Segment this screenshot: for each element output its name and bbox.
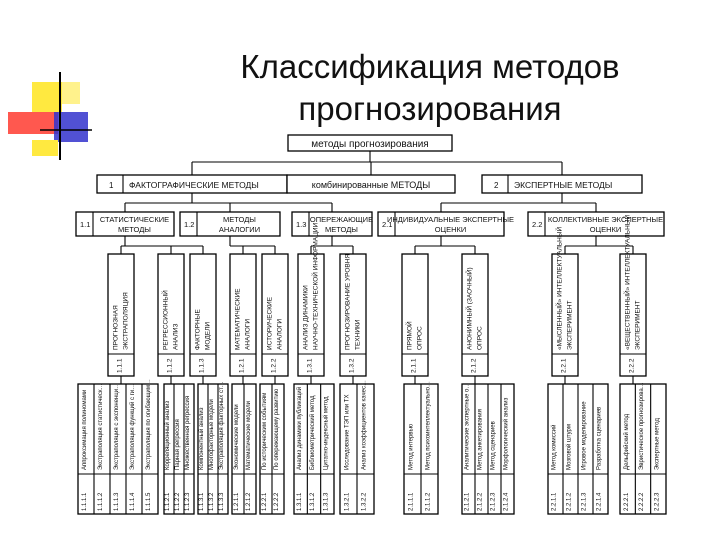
level1-number: 2 xyxy=(494,181,499,190)
level4-number: 1.1.2.2 xyxy=(175,492,182,511)
level3-label: ЭКСТРАПОЛЯЦИЯ xyxy=(122,292,130,350)
level3-label: АНАЛИЗ xyxy=(172,323,180,350)
level3-number: 1.1.3 xyxy=(198,358,206,373)
level4-label: Экстраполяция с экспоненци… xyxy=(114,382,121,470)
level4-label: Морфологический анализ xyxy=(503,397,510,470)
level4-number: 2.2.2.2 xyxy=(639,492,646,511)
level4-number: 1.3.2.2 xyxy=(361,492,368,511)
level2-label: МЕТОДЫ xyxy=(223,215,256,224)
level4-number: 2.2.1.4 xyxy=(596,492,603,511)
level4-number: 1.2.1.1 xyxy=(234,492,241,511)
level3-label: РЕГРЕССИОННЫЙ xyxy=(162,290,170,350)
level2-number: 2.1 xyxy=(382,220,393,229)
level1-label: ФАКТОГРАФИЧЕСКИЕ МЕТОДЫ xyxy=(129,180,259,190)
level3-label: ПРЯМОЙ xyxy=(406,321,414,350)
level4-number: 1.2.2.2 xyxy=(274,492,281,511)
level4-label: Аппроксимация полиномами xyxy=(82,389,89,470)
level4-number: 2.1.2.3 xyxy=(490,492,497,511)
level4-number: 1.2.1.2 xyxy=(246,492,253,511)
slide-title-line2: прогнозирования xyxy=(298,90,562,127)
level3-label: ЭКСПЕРИМЕНТ xyxy=(634,300,642,350)
level3-number: 1.2.2 xyxy=(270,358,278,373)
level4-label: Множественная регрессия xyxy=(185,395,192,470)
level4-label: Корреляционный анализ xyxy=(165,400,172,470)
level4-label: Игровое моделирование xyxy=(581,401,588,470)
level4-label: Дельфийский метод xyxy=(623,413,630,470)
level4-number: 2.2.1.2 xyxy=(566,492,573,511)
level2-number: 1.1 xyxy=(80,220,91,229)
level3-label: «ВЕЩЕСТВЕННЫЙ» ИНТЕЛЛЕКТУАЛЬНЫЙ xyxy=(624,214,632,350)
level4-label: Цитатно-индексный метод xyxy=(323,396,330,470)
level4-number: 1.1.1.4 xyxy=(130,492,137,511)
level4-label: Библиометрический метод xyxy=(310,395,317,470)
level3-label: ИСТОРИЧЕСКИЕ xyxy=(266,296,274,350)
level4-number: 2.1.2.2 xyxy=(477,492,484,511)
level3-label: ФАКТОРНЫЕ xyxy=(194,309,202,350)
level4-label: Парная регрессия xyxy=(175,419,182,470)
level4-label: Метод анкетирования xyxy=(477,409,484,470)
level1-label: комбинированные МЕТОДЫ xyxy=(311,180,431,190)
level3-label: ОПРОС xyxy=(416,326,424,350)
level3-number: 2.1.1 xyxy=(410,358,418,373)
level4-number: 1.3.1.3 xyxy=(323,492,330,511)
level4-label: Компонентный анализ xyxy=(199,407,206,470)
level4-label: Метод комиссий xyxy=(551,424,558,470)
level3-number: 1.2.1 xyxy=(238,358,246,373)
level3-label: АНАЛОГИ xyxy=(276,318,284,350)
level2-number: 1.3 xyxy=(296,220,307,229)
level4-label: Мозговой штурм xyxy=(566,424,573,470)
level2-label: СТАТИСТИЧЕСКИЕ xyxy=(99,215,170,224)
level4-label: Экстраполяция по огибающим… xyxy=(146,378,153,470)
level3-box xyxy=(402,254,428,376)
level2-label: ОЦЕНКИ xyxy=(589,225,622,234)
level4-number: 2.2.1.3 xyxy=(581,492,588,511)
level4-label: Многофакторные модели xyxy=(209,399,216,470)
level3-label: ПРОГНОЗИРОВАНИЕ УРОВНЯ xyxy=(344,253,352,350)
level4-number: 1.3.2.1 xyxy=(344,492,351,511)
level4-label: Аналитические экспертные о… xyxy=(464,382,471,470)
level2-label: АНАЛОГИИ xyxy=(218,225,261,234)
level3-label: АНАЛОГИ xyxy=(244,318,252,350)
slide-title-line1: Классификация методов xyxy=(240,48,620,85)
level4-label: Экстраполяция функций с ги… xyxy=(130,383,137,470)
level4-label: По опережающему развитию xyxy=(274,388,281,470)
level4-label: Экономические модели xyxy=(234,404,241,470)
level4-number: 2.2.2.3 xyxy=(654,492,661,511)
level2-label: КОЛЛЕКТИВНЫЕ ЭКСПЕРТНЫЕ xyxy=(547,215,664,224)
level3-number: 1.3.2 xyxy=(348,358,356,373)
level4-number: 2.1.1.1 xyxy=(408,492,415,511)
level3-number: 1.1.2 xyxy=(166,358,174,373)
level3-number: 2.2.1 xyxy=(560,358,568,373)
level4-label: Экстраполяция статистическ… xyxy=(98,383,105,470)
level4-number: 1.2.2.1 xyxy=(262,492,269,511)
level2-label: ИНДИВИДУАЛЬНЫЕ ЭКСПЕРТНЫЕ xyxy=(386,215,515,224)
level4-number: 1.1.2.1 xyxy=(165,492,172,511)
level4-number: 1.1.1.5 xyxy=(146,492,153,511)
level1-label: ЭКСПЕРТНЫЕ МЕТОДЫ xyxy=(514,180,613,190)
level3-number: 2.1.2 xyxy=(470,358,478,373)
level1-number: 1 xyxy=(109,181,114,190)
level4-label: Исследование ТЭП или ТХ xyxy=(344,394,351,470)
level4-number: 1.3.1.2 xyxy=(310,492,317,511)
level4-label: Разработка сценариев xyxy=(596,406,603,470)
level2-label: МЕТОДЫ xyxy=(118,225,151,234)
level4-number: 1.1.1.3 xyxy=(114,492,121,511)
level4-label: Метод сценариев xyxy=(490,421,497,470)
level3-label: ОПРОС xyxy=(476,326,484,350)
level3-label: МОДЕЛИ xyxy=(204,321,212,350)
level3-label: МАТЕМАТИЧЕСКИЕ xyxy=(234,288,242,350)
level4-label: Математические модели xyxy=(246,401,253,470)
level4-number: 1.1.3.3 xyxy=(219,492,226,511)
level4-number: 1.1.1.1 xyxy=(82,492,89,511)
level3-label: ПРОГНОЗНАЯ xyxy=(112,305,120,350)
level2-number: 2.2 xyxy=(532,220,543,229)
level4-number: 2.1.2.4 xyxy=(503,492,510,511)
level3-number: 1.3.1 xyxy=(306,358,314,373)
level4-number: 2.2.2.1 xyxy=(623,492,630,511)
level3-label: НАУЧНО-ТЕХНИЧЕСКОЙ ИНФОРМАЦИИ xyxy=(312,222,320,350)
level2-number: 1.2 xyxy=(184,220,195,229)
level3-label: ТЕХНИКИ xyxy=(354,319,362,350)
level4-number: 1.1.1.2 xyxy=(98,492,105,511)
level4-number: 1.3.1.1 xyxy=(296,492,303,511)
level4-label: По историческим событиям xyxy=(262,392,269,470)
level4-number: 1.1.3.2 xyxy=(209,492,216,511)
level3-label: АНОНИМНЫЙ (ЗАОЧНЫЙ) xyxy=(466,267,474,350)
level4-label: Метод психоинтеллектуально… xyxy=(425,380,432,470)
level4-number: 2.2.1.1 xyxy=(551,492,558,511)
level2-label: МЕТОДЫ xyxy=(325,225,358,234)
level4-number: 1.1.3.1 xyxy=(199,492,206,511)
level4-label: Анализ динамики публикаций xyxy=(296,386,303,470)
level3-number: 2.2.2 xyxy=(628,358,636,373)
level3-label: АНАЛИЗ ДИНАМИКИ xyxy=(302,285,310,350)
root-label: методы прогнозирования xyxy=(311,139,429,150)
level4-number: 1.1.2.3 xyxy=(185,492,192,511)
level4-label: Экспертные метод xyxy=(654,418,661,470)
level3-label: «МЫСЛЕННЫЙ» ИНТЕЛЛЕКТУАЛЬНЫЙ xyxy=(556,226,564,350)
level4-label: Эвристическое прогнозирова… xyxy=(639,382,646,470)
level4-label: Метод интервью xyxy=(408,423,415,470)
level3-number: 1.1.1 xyxy=(116,358,124,373)
level3-label: ЭКСПЕРИМЕНТ xyxy=(566,300,574,350)
level4-label: Анализ коэффициентов качес… xyxy=(361,380,368,470)
level2-label: ОПЕРЕЖАЮЩИЕ xyxy=(309,215,374,224)
level4-number: 2.1.1.2 xyxy=(425,492,432,511)
level4-number: 2.1.2.1 xyxy=(464,492,471,511)
level2-label: ОЦЕНКИ xyxy=(434,225,467,234)
level4-label: Экстраполяция факторных ст… xyxy=(219,381,226,470)
